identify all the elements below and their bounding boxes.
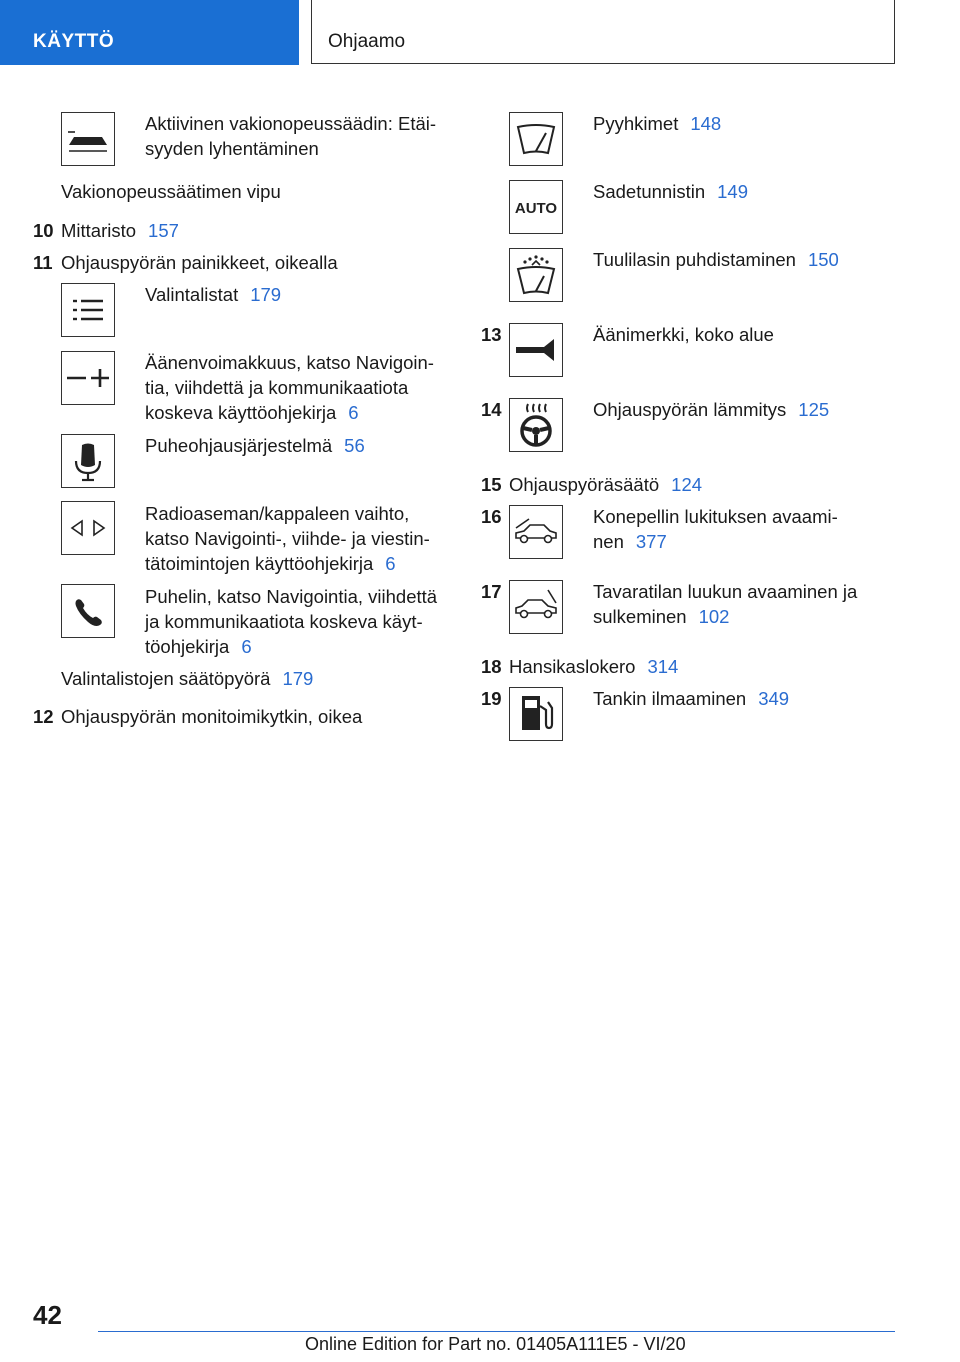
radio-line-2: katso Navigointi-, viihde- ja viestin-: [145, 528, 430, 549]
sade-row: [593, 179, 748, 204]
puhelin-ref[interactable]: 6: [241, 636, 252, 657]
item-number-17: 17: [481, 581, 502, 602]
tuuli-ref[interactable]: 150: [807, 249, 839, 270]
item-16-line-1: Konepellin lukituksen avaami-: [593, 506, 838, 527]
item-18-row: [509, 654, 678, 679]
item-16-ref[interactable]: 377: [635, 531, 667, 552]
item-19-ref[interactable]: 349: [758, 688, 790, 709]
cruise-lever-text: Vakionopeussäätimen vipu: [61, 181, 281, 202]
item-18-ref[interactable]: 314: [647, 656, 679, 677]
prev-next-icon: [61, 501, 115, 555]
item-15-row: [509, 472, 702, 497]
item-17-ref[interactable]: 102: [698, 606, 730, 627]
radio-line-3: tätoimintojen käyttöohjekirja: [145, 553, 374, 574]
aanen-ref[interactable]: 6: [348, 402, 359, 423]
saato-ref[interactable]: 179: [282, 668, 314, 689]
item-number-19: 19: [481, 688, 502, 709]
item-number-15: 15: [481, 474, 502, 495]
aanen-line-1: Äänenvoimakkuus, katso Navigoin-: [145, 352, 434, 373]
saato-text: Valintalistojen säätöpyörä: [61, 668, 271, 689]
puhelin-line-3: töohjekirja: [145, 636, 230, 657]
radio-line-1: Radioaseman/kappaleen vaihto,: [145, 503, 410, 524]
puhelin-line-1: Puhelin, katso Navigointia, viihdettä: [145, 586, 438, 607]
voice-control-icon: [61, 434, 115, 488]
valinta-ref[interactable]: 179: [250, 284, 282, 305]
item-10: [61, 218, 179, 243]
section-title: KÄYTTÖ: [33, 31, 115, 52]
puhelin-line-3-row: [145, 634, 252, 659]
item-number-10: 10: [33, 220, 54, 241]
aanen-line-2: tia, viihdettä ja kommunikaatiota: [145, 377, 409, 398]
item-14-text: Ohjauspyörän lämmitys: [593, 399, 787, 420]
tuuli-row: [593, 247, 839, 272]
item-19-text: Tankin ilmaaminen: [593, 688, 747, 709]
item-number-14: 14: [481, 399, 502, 420]
puhe-text: Puheohjausjärjestelmä: [145, 435, 333, 456]
valinta-row: [145, 282, 281, 307]
page-number: 42: [33, 1300, 62, 1330]
item-number-11: 11: [33, 252, 53, 273]
puhelin-line-2: ja kommunikaatiota koskeva käyt-: [145, 611, 423, 632]
item-10-ref[interactable]: 157: [148, 220, 179, 241]
chapter-header: [311, 0, 895, 64]
fuel-pump-icon: [509, 687, 563, 741]
auto-icon: [509, 180, 563, 234]
item-10-text: Mittaristo: [61, 220, 137, 241]
wiper-icon: [509, 112, 563, 166]
saato-row: [61, 666, 313, 691]
acc-text-line-1: Aktiivinen vakionopeussäädin: Etäi-: [145, 113, 437, 134]
volume-minus-plus-icon: [61, 351, 115, 405]
item-15-ref[interactable]: 124: [671, 474, 703, 495]
item-number-18: 18: [481, 656, 502, 677]
tuuli-text: Tuulilasin puhdistaminen: [593, 249, 796, 270]
item-17-line-2-row: [593, 604, 729, 629]
valinta-text: Valintalistat: [145, 284, 239, 305]
item-number-16: 16: [481, 506, 502, 527]
pyyhkimet-row: [593, 111, 721, 136]
chapter-title: Ohjaamo: [328, 31, 406, 52]
item-17-line-1: Tavaratilan luukun avaaminen ja: [593, 581, 858, 602]
item-19-row: [593, 686, 789, 711]
item-number-12: 12: [33, 706, 54, 727]
pyyhkimet-ref[interactable]: 148: [690, 113, 722, 134]
item-17-line-2: sulkeminen: [593, 606, 687, 627]
item-13-text: Äänimerkki, koko alue: [593, 324, 774, 345]
sade-text: Sadetunnistin: [593, 181, 706, 202]
item-12-text: Ohjauspyörän monitoimikytkin, oikea: [61, 706, 363, 727]
puhe-row: [145, 433, 365, 458]
item-14-ref[interactable]: 125: [798, 399, 830, 420]
acc-text-line-2: syyden lyhentäminen: [145, 138, 319, 159]
footer-edition: Online Edition for Part no. 01405A111E5 - VI/20: [305, 1334, 686, 1354]
trunk-lid-icon: [509, 580, 563, 634]
horn-icon: [509, 323, 563, 377]
puhe-ref[interactable]: 56: [344, 435, 365, 456]
item-number-13: 13: [481, 324, 502, 345]
list-icon: [61, 283, 115, 337]
section-tab: [0, 0, 299, 65]
item-15-text: Ohjauspyöräsäätö: [509, 474, 660, 495]
aanen-line-3: koskeva käyttöohjekirja: [145, 402, 337, 423]
sade-ref[interactable]: 149: [717, 181, 748, 202]
washer-icon: [509, 248, 563, 302]
phone-icon: [61, 584, 115, 638]
distance-reduce-icon: [61, 112, 115, 166]
item-16-line-2-row: [593, 529, 667, 554]
radio-line-3-row: [145, 551, 396, 576]
auto-icon-label: AUTO: [514, 200, 558, 217]
hood-release-icon: [509, 505, 563, 559]
item-11-text: Ohjauspyörän painikkeet, oikealla: [61, 252, 338, 273]
item-18-text: Hansikaslokero: [509, 656, 636, 677]
footer-rule: [98, 1331, 895, 1332]
aanen-line-3-row: [145, 400, 359, 425]
item-16-line-2: nen: [593, 531, 624, 552]
steering-heat-icon: [509, 398, 563, 452]
radio-ref[interactable]: 6: [385, 553, 396, 574]
item-14-row: [593, 397, 829, 422]
pyyhkimet-text: Pyyhkimet: [593, 113, 679, 134]
